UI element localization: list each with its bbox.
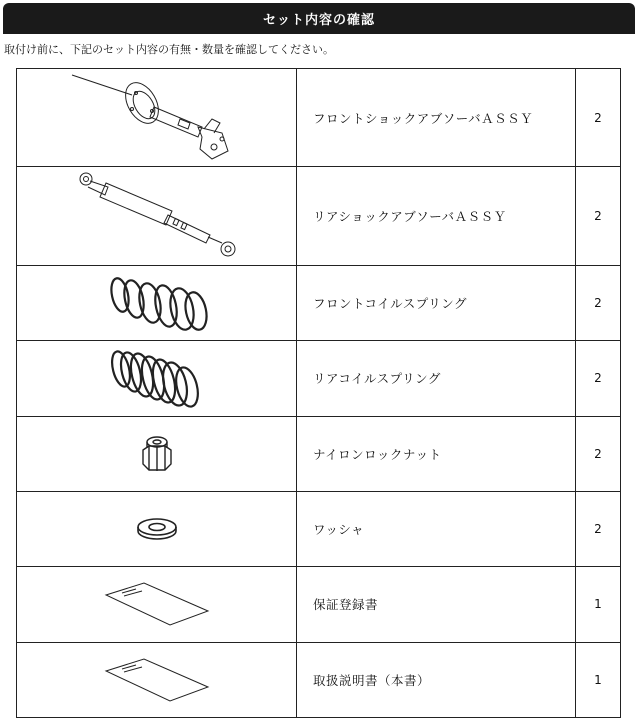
- part-qty: 2: [576, 341, 621, 416]
- part-name: ワッシャ: [297, 491, 576, 566]
- rear-coil-spring-icon: [107, 345, 207, 411]
- section-title-bar: [3, 3, 635, 34]
- part-qty: 1: [576, 567, 621, 642]
- warranty-card-icon: [102, 579, 212, 629]
- part-qty: 2: [576, 416, 621, 491]
- part-name: 取扱説明書（本書）: [297, 642, 576, 717]
- part-qty: 2: [576, 491, 621, 566]
- part-name: フロントショックアブソーバＡＳＳＹ: [297, 69, 576, 167]
- intro-text: 取付け前に、下記のセット内容の有無・数量を確認してください。: [4, 43, 334, 56]
- parts-table: [16, 68, 621, 718]
- table-row: [17, 642, 621, 717]
- table-row: [17, 416, 621, 491]
- part-name: 保証登録書: [297, 567, 576, 642]
- washer-icon: [132, 514, 182, 544]
- rear-shock-icon: [72, 169, 242, 263]
- table-row: [17, 69, 621, 167]
- part-name: リアショックアブソーバＡＳＳＹ: [297, 167, 576, 265]
- part-qty: 1: [576, 642, 621, 717]
- part-name: フロントコイルスプリング: [297, 265, 576, 340]
- table-row: [17, 567, 621, 642]
- nylon-lock-nut-icon: [137, 432, 177, 476]
- table-row: [17, 265, 621, 340]
- manual-card-icon: [102, 655, 212, 705]
- part-name: ナイロンロックナット: [297, 416, 576, 491]
- front-strut-icon: [62, 71, 252, 165]
- table-row: [17, 167, 621, 265]
- table-row: [17, 491, 621, 566]
- part-qty: 2: [576, 69, 621, 167]
- table-row: [17, 341, 621, 416]
- section-title: セット内容の確認: [262, 13, 375, 28]
- front-coil-spring-icon: [102, 273, 212, 333]
- part-qty: 2: [576, 265, 621, 340]
- part-qty: 2: [576, 167, 621, 265]
- part-name: リアコイルスプリング: [297, 341, 576, 416]
